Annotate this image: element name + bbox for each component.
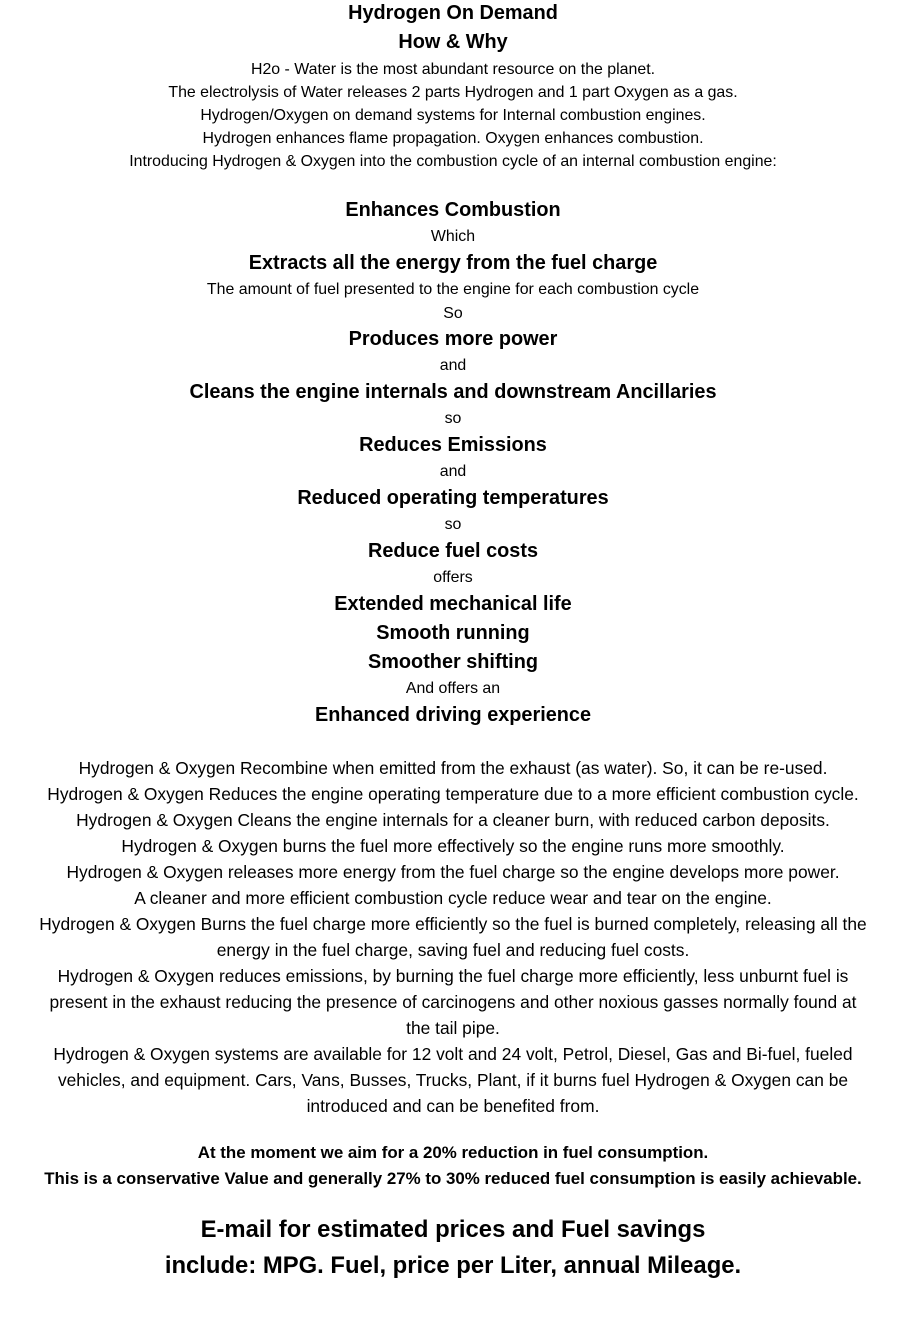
chain-connector: And offers an [405,680,501,697]
benefit-line: Hydrogen & Oxygen systems are available for 12 volt and 24 volt, Petrol, Diesel, Gas and Bi-fuel, fueled [53,1044,853,1064]
benefit-line: Hydrogen & Oxygen Cleans the engine internals for a cleaner burn, with reduced carbon deposits. [76,810,830,830]
chain-heading: Smoother shifting [368,651,538,673]
chain-connector: so [444,410,462,427]
benefit-line: Hydrogen & Oxygen Recombine when emitted from the exhaust (as water). So, it can be re-used. [78,758,828,778]
benefit-line: vehicles, and equipment. Cars, Vans, Busses, Trucks, Plant, if it burns fuel Hydrogen & Oxygen can be [57,1070,849,1090]
chain-heading: Cleans the engine internals and downstream Ancillaries [189,381,717,403]
chain-connector: and [439,357,467,374]
chain-connector: So [443,305,463,322]
chain-heading: Smooth running [376,622,530,644]
chain-heading: Extracts all the energy from the fuel charge [248,252,658,274]
benefit-line: present in the exhaust reducing the presence of carcinogens and other noxious gasses normally found at [49,992,857,1012]
chain-heading: Reduced operating temperatures [297,487,609,509]
chain-connector: and [439,463,467,480]
aim-statement: At the moment we aim for a 20% reduction in fuel consumption. [197,1143,709,1162]
benefit-line: Hydrogen & Oxygen Burns the fuel charge more efficiently so the fuel is burned completely, releasing all the [39,914,867,934]
benefit-line: Hydrogen & Oxygen releases more energy from the fuel charge so the engine develops more power. [66,862,840,882]
benefit-line: introduced and can be benefited from. [306,1096,600,1116]
intro-line: Introducing Hydrogen & Oxygen into the combustion cycle of an internal combustion engine: [129,153,777,170]
chain-heading: Reduce fuel costs [367,540,539,562]
benefit-line: A cleaner and more efficient combustion cycle reduce wear and tear on the engine. [134,888,772,908]
benefit-line: energy in the fuel charge, saving fuel and reducing fuel costs. [216,940,690,960]
chain-heading: Extended mechanical life [334,593,572,615]
chain-connector: so [444,516,462,533]
chain-heading: Enhanced driving experience [314,704,592,726]
intro-line: Hydrogen/Oxygen on demand systems for Internal combustion engines. [200,107,706,124]
chain-heading: Enhances Combustion [345,199,561,221]
contact-heading: E-mail for estimated prices and Fuel savings [200,1216,706,1243]
page-subtitle: How & Why [398,31,508,53]
intro-line: H2o - Water is the most abundant resource on the planet. [250,61,656,78]
aim-statement: This is a conservative Value and generally 27% to 30% reduced fuel consumption is easily achievable. [44,1169,862,1188]
intro-line: The electrolysis of Water releases 2 parts Hydrogen and 1 part Oxygen as a gas. [168,84,738,101]
benefit-line: Hydrogen & Oxygen reduces emissions, by burning the fuel charge more efficiently, less unburnt fuel is [57,966,849,986]
page-title: Hydrogen On Demand [348,2,558,24]
chain-heading: Reduces Emissions [359,434,547,456]
intro-line: Hydrogen enhances flame propagation. Oxygen enhances combustion. [202,130,704,147]
benefit-line: Hydrogen & Oxygen Reduces the engine operating temperature due to a more efficient combustion cycle. [47,784,859,804]
benefit-line: Hydrogen & Oxygen burns the fuel more effectively so the engine runs more smoothly. [121,836,785,856]
chain-connector: Which [430,228,476,245]
chain-heading: Produces more power [348,328,558,350]
chain-connector: offers [433,569,473,586]
contact-heading: include: MPG. Fuel, price per Liter, annual Mileage. [164,1252,742,1279]
chain-note: The amount of fuel presented to the engine for each combustion cycle [206,281,700,298]
benefit-line: the tail pipe. [406,1018,500,1038]
